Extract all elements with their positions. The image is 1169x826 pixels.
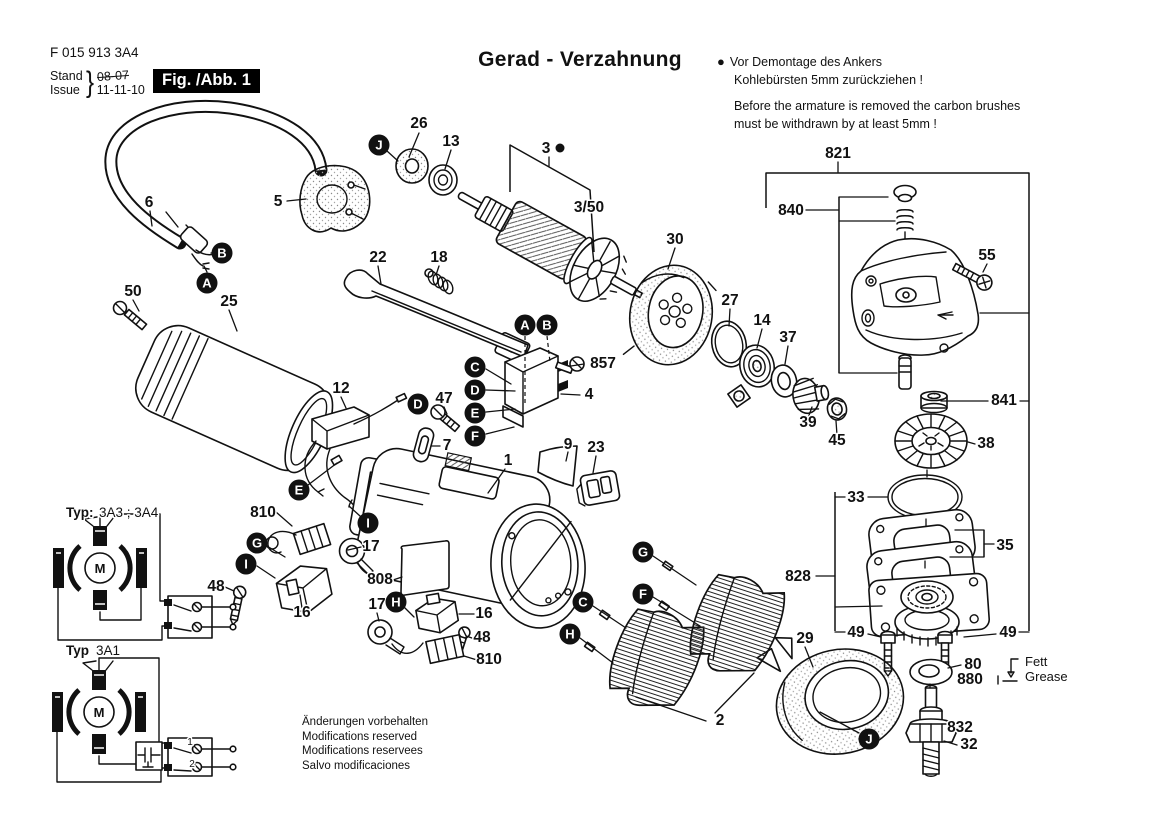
part-label: 29 — [796, 630, 814, 647]
wiring-diagram-typ-3a3-3a4 — [53, 514, 236, 640]
svg-text:G: G — [251, 535, 263, 551]
part-label: 3/50 — [573, 199, 605, 216]
brace-glyph: } — [85, 66, 94, 99]
carbon-brush-810-bottom — [426, 635, 464, 664]
part-label: Fett — [1025, 654, 1048, 669]
leader-line — [378, 266, 381, 284]
part-label: 3A3 ; 3A4 — [99, 505, 159, 520]
label-plate-808 — [401, 541, 449, 595]
issue-label: Issue — [50, 83, 80, 98]
leader-line — [387, 151, 398, 161]
part-label: 35 — [996, 537, 1014, 554]
callout-f — [465, 426, 486, 447]
motor-cover — [128, 317, 344, 480]
part-label: 33 — [847, 489, 865, 506]
part-label: 38 — [977, 435, 995, 452]
callout-c — [573, 592, 594, 613]
footer-line-en: Modifications reserved — [302, 730, 418, 743]
leader-line — [308, 463, 337, 485]
callout-a — [197, 273, 218, 294]
part-label: M — [93, 705, 105, 720]
part-label: 7 — [442, 437, 452, 454]
brush-holder-16-bottom — [414, 591, 460, 636]
part-label: 857 — [590, 355, 616, 372]
svg-text:H: H — [391, 594, 401, 610]
svg-text:J: J — [375, 137, 383, 153]
part-label: 16 — [293, 604, 311, 621]
part-label: 6 — [144, 194, 154, 211]
svg-text:D: D — [413, 396, 423, 412]
part-label: 25 — [220, 293, 238, 310]
part-label: 30 — [666, 231, 684, 248]
part-label: 23 — [587, 439, 605, 456]
part-label: 26 — [410, 115, 428, 132]
part-label: 4 — [584, 386, 594, 403]
svg-text:J: J — [865, 731, 873, 747]
gear-housing — [852, 186, 979, 390]
brush-cap-17-bottom — [368, 620, 423, 654]
part-label: 821 — [825, 145, 851, 162]
callout-d — [465, 380, 486, 401]
callout-h — [560, 624, 581, 645]
svg-text:I: I — [244, 556, 248, 572]
callout-c — [465, 357, 486, 378]
svg-text:G: G — [637, 544, 649, 560]
part-label: 810 — [476, 651, 502, 668]
part-label: 2 — [715, 712, 725, 729]
part-label: 832 — [947, 719, 973, 736]
leader-line — [257, 566, 275, 578]
part-label: 16 — [475, 605, 493, 622]
superseded-date: 08-07 — [96, 67, 130, 84]
callout-b — [537, 315, 558, 336]
stand-label: Stand — [50, 68, 83, 83]
leader-line — [653, 556, 696, 585]
key-square — [728, 385, 750, 407]
part-label: 828 — [785, 568, 811, 585]
part-label: 32 — [960, 736, 978, 753]
part-label: 3 — [541, 140, 551, 157]
part-label: 9 — [563, 436, 573, 453]
modifications-note — [302, 715, 428, 774]
leader-line — [276, 512, 292, 526]
part-label: 50 — [124, 283, 142, 300]
part-label: 12 — [332, 380, 350, 397]
leader-line — [341, 397, 346, 408]
part-label: 27 — [721, 292, 739, 309]
issue-date: 11-11-10 — [96, 83, 145, 98]
svg-text:F: F — [471, 428, 479, 444]
leader-line — [404, 607, 414, 617]
leader-line — [464, 656, 477, 660]
callout-h — [386, 592, 407, 613]
part-label: 1 — [187, 737, 193, 748]
nut-45 — [826, 397, 849, 422]
svg-text:B: B — [542, 317, 552, 333]
part-label: 18 — [430, 249, 448, 266]
callout-d — [408, 394, 429, 415]
wiring-diagram-typ-3a1 — [52, 658, 236, 782]
part-label: 80 — [964, 656, 982, 673]
screw-50 — [114, 302, 147, 330]
leader-line — [225, 587, 234, 591]
part-label: 22 — [369, 249, 387, 266]
leader-line — [968, 442, 975, 444]
part-label: 37 — [779, 329, 797, 346]
notice-en-2: must be withdrawn by at least 5mm ! — [734, 116, 937, 131]
part-label: 880 — [957, 671, 983, 688]
leader-line — [580, 638, 613, 663]
callout-e — [289, 480, 310, 501]
part-label: 49 — [999, 624, 1017, 641]
part-label: Typ: — [66, 505, 94, 520]
part-label: 841 — [991, 392, 1017, 409]
callout-b — [212, 243, 233, 264]
callout-i — [236, 554, 257, 575]
field-coil-left — [601, 601, 709, 719]
armature — [443, 165, 658, 325]
bearing-13 — [429, 165, 457, 195]
leader-line — [133, 300, 139, 311]
svg-text:F: F — [639, 586, 647, 602]
carbon-brush-810-left — [266, 524, 331, 555]
reference-dot — [556, 144, 565, 153]
leader-line — [964, 634, 996, 637]
svg-text:B: B — [217, 245, 227, 261]
callout-a — [515, 315, 536, 336]
callout-i — [358, 513, 379, 534]
bullet-icon: ● — [717, 54, 725, 69]
part-label: 48 — [473, 629, 491, 646]
part-label: 5 — [273, 193, 283, 210]
part-label: 49 — [847, 624, 865, 641]
part-label: 55 — [978, 247, 996, 264]
spindle-lock-lever — [344, 270, 530, 364]
svg-text:E: E — [470, 405, 480, 421]
svg-text:C: C — [470, 359, 480, 375]
svg-text:E: E — [294, 482, 304, 498]
callout-f — [633, 584, 654, 605]
callout-j — [859, 729, 880, 750]
bushing-841 — [921, 392, 947, 413]
callout-g — [633, 542, 654, 563]
callout-j — [369, 135, 390, 156]
svg-text:A: A — [520, 317, 530, 333]
crown-gear-38 — [895, 414, 967, 468]
svg-text:H: H — [565, 626, 575, 642]
grease-icon — [998, 659, 1018, 684]
part-label: 840 — [778, 202, 804, 219]
page-title: Gerad - Verzahnung — [478, 48, 682, 71]
callout-g — [247, 533, 268, 554]
part-label: Grease — [1025, 669, 1068, 684]
leader-line — [785, 346, 788, 364]
figure-label: Fig. /Abb. 1 — [153, 69, 260, 93]
leader-line — [715, 673, 754, 713]
part-label: 810 — [250, 504, 276, 521]
part-label: 2 — [189, 759, 195, 770]
switch-4 — [503, 348, 568, 427]
footer-line-fr: Modifications reservees — [302, 745, 423, 758]
part-label: 17 — [368, 596, 386, 613]
document-number: F 015 913 3A4 — [50, 45, 139, 60]
felt-ring-26 — [396, 149, 428, 183]
part-label: 17 — [362, 538, 380, 555]
part-label: 3A1 — [96, 643, 121, 658]
svg-text:A: A — [202, 275, 212, 291]
notice-en-1: Before the armature is removed the carbon brushes — [734, 99, 1021, 113]
leader-line — [486, 427, 514, 434]
svg-text:I: I — [366, 515, 370, 531]
fan-baffle-30 — [622, 259, 720, 372]
part-label: 48 — [207, 578, 225, 595]
leader-line — [593, 456, 596, 473]
part-label: 47 — [435, 390, 453, 407]
part-label: 13 — [442, 133, 460, 150]
leader-line — [229, 310, 237, 331]
spring-18 — [425, 269, 455, 295]
part-label: 39 — [799, 414, 817, 431]
part-label: 14 — [753, 312, 771, 329]
leader-line — [593, 606, 626, 628]
footer-line-de: Änderungen vorbehalten — [302, 716, 428, 728]
part-label: 45 — [828, 432, 846, 449]
notice-de-1: Vor Demontage des Ankers — [729, 55, 883, 69]
part-label: 808 — [367, 571, 393, 588]
footer-line-es: Salvo modificaciones — [302, 760, 411, 773]
power-plug — [300, 166, 370, 232]
svg-text:D: D — [470, 382, 480, 398]
leader-line — [983, 264, 987, 272]
callout-e — [465, 403, 486, 424]
switch-slider-23 — [575, 470, 621, 507]
part-label: 1 — [503, 452, 513, 469]
leader-line — [561, 394, 580, 395]
svg-text:C: C — [578, 594, 588, 610]
washer-80 — [910, 660, 952, 685]
notice-de-2: Kohlebürsten 5mm zurückziehen ! — [734, 72, 923, 87]
part-label: M — [94, 561, 106, 576]
part-label: Typ — [66, 643, 89, 658]
